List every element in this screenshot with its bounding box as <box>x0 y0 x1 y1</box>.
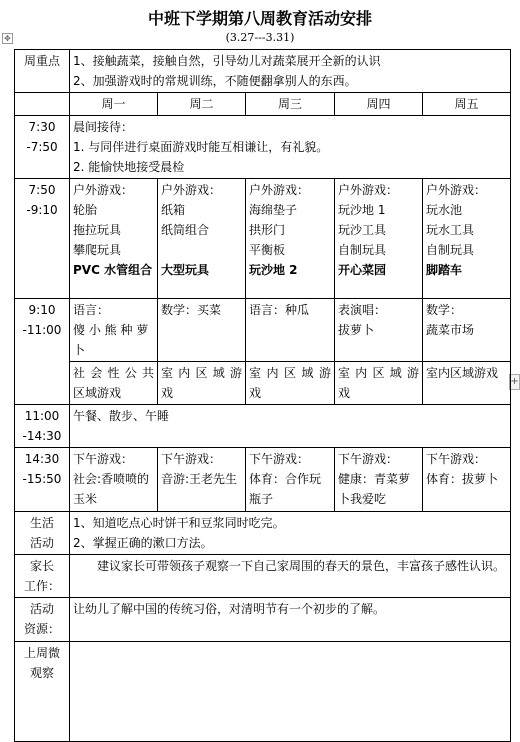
afternoon-line: 体育：拔萝卜 <box>426 472 499 486</box>
teaching-cell-wednesday <box>246 299 335 362</box>
teaching-cell-tuesday <box>158 299 246 362</box>
area-cell-friday: 室内区域游戏 <box>423 362 511 405</box>
outdoor-highlight: PVC 水管组合 <box>73 263 153 277</box>
outdoor-item: 轮胎 <box>73 203 98 217</box>
parents-label-line: 工作： <box>23 579 60 593</box>
observation-label-line: 观察 <box>29 666 54 680</box>
afternoon-cell-monday <box>70 448 158 512</box>
time-start: 7:50 <box>28 183 56 197</box>
teaching-line: 数学： <box>426 303 463 317</box>
afternoon-row <box>15 448 511 512</box>
time-end: -7:50 <box>26 140 58 154</box>
table-move-handle-icon[interactable]: ✥ <box>2 33 13 44</box>
life-item: 2、掌握正确的漱口方法。 <box>73 536 213 550</box>
time-start: 11:00 <box>24 409 60 423</box>
outdoor-cell-wednesday <box>246 179 335 299</box>
morning-row <box>15 116 511 179</box>
outdoor-row <box>15 179 511 299</box>
afternoon-line: 体育：合作玩瓶子 <box>249 472 322 506</box>
teaching-cell-monday <box>70 299 158 362</box>
focus-row <box>15 50 511 93</box>
life-label <box>15 512 70 555</box>
afternoon-line: 下午游戏： <box>73 452 134 466</box>
teaching-line: 拔萝卜 <box>338 323 375 337</box>
parents-row <box>15 555 511 598</box>
afternoon-cell-friday <box>423 448 511 512</box>
outdoor-highlight: 开心菜园 <box>338 263 387 277</box>
add-column-icon[interactable]: + <box>509 374 520 390</box>
resources-label <box>15 598 70 642</box>
area-cell-tuesday: 室 内 区 域 游 戏 <box>158 362 246 405</box>
teaching-time <box>15 299 70 405</box>
outdoor-cell-tuesday <box>158 179 246 299</box>
afternoon-line: 音游:王老先生 <box>161 472 238 486</box>
afternoon-time <box>15 448 70 512</box>
morning-time <box>15 116 70 179</box>
teaching-cell-thursday <box>335 299 423 362</box>
time-start: 9:10 <box>28 303 56 317</box>
outdoor-label: 户外游戏： <box>338 183 399 197</box>
teaching-line: 语言：种瓜 <box>249 303 310 317</box>
area-games-row <box>15 362 511 405</box>
parents-label <box>15 555 70 598</box>
outdoor-item: 纸箱 <box>161 203 186 217</box>
resources-row <box>15 598 511 642</box>
teaching-line: 傻 小 熊 种 萝 卜 <box>73 323 149 357</box>
resources-content: 让幼儿了解中国的传统习俗，对清明节有一个初步的了解。 <box>70 598 511 642</box>
outdoor-item: 玩沙地 1 <box>338 203 386 217</box>
outdoor-highlight: 脚踏车 <box>426 263 463 277</box>
afternoon-cell-tuesday <box>158 448 246 512</box>
outdoor-label: 户外游戏： <box>73 183 134 197</box>
time-end: -9:10 <box>26 203 58 217</box>
page-title: 中班下学期第八周教育活动安排 <box>147 9 372 28</box>
outdoor-cell-friday <box>423 179 511 299</box>
area-cell-wednesday: 室 内 区 域 游 戏 <box>246 362 335 405</box>
parents-content: 建议家长可带领孩子观察一下自己家周围的春天的景色，丰富孩子感性认识。 <box>70 555 511 598</box>
outdoor-item: 拖拉玩具 <box>73 223 122 237</box>
teaching-cell-friday <box>423 299 511 362</box>
teaching-line: 语言： <box>73 303 110 317</box>
schedule-table <box>14 49 511 742</box>
morning-content <box>70 116 511 179</box>
teaching-line: 数学：买菜 <box>161 303 222 317</box>
time-start: 7:30 <box>28 120 56 134</box>
time-end: -11:00 <box>22 323 62 337</box>
parents-label-line: 家长 <box>29 559 54 573</box>
outdoor-item: 纸筒组合 <box>161 223 210 237</box>
teaching-line: 蔬菜市场 <box>426 323 475 337</box>
afternoon-line: 社会:香喷喷的玉米 <box>73 472 150 506</box>
afternoon-cell-thursday <box>335 448 423 512</box>
outdoor-item: 玩水池 <box>426 203 463 217</box>
life-row <box>15 512 511 555</box>
day-header-row <box>15 93 511 116</box>
afternoon-line: 健康：青菜萝卜我爱吃 <box>338 472 411 506</box>
outdoor-item: 自制玩具 <box>338 243 387 257</box>
time-start: 14:30 <box>24 452 60 466</box>
day-friday: 周五 <box>423 93 511 116</box>
teaching-row <box>15 299 511 362</box>
outdoor-item: 玩沙工具 <box>338 223 387 237</box>
focus-item: 1、接触蔬菜，接触自然，引导幼儿对蔬菜展开全新的认识 <box>73 54 381 68</box>
outdoor-item: 攀爬玩具 <box>73 243 122 257</box>
life-label-line: 生活 <box>29 516 54 530</box>
time-end: -14:30 <box>22 429 62 443</box>
outdoor-highlight: 玩沙地 2 <box>249 263 298 277</box>
afternoon-line: 下午游戏： <box>161 452 222 466</box>
outdoor-item: 海绵垫子 <box>249 203 298 217</box>
outdoor-time <box>15 179 70 299</box>
resources-label-line: 资源： <box>23 622 60 636</box>
noon-time <box>15 405 70 448</box>
area-cell-monday: 社 会 性 公 共 区域游戏 <box>70 362 158 405</box>
morning-heading: 晨间接待： <box>73 120 134 134</box>
outdoor-item: 自制玩具 <box>426 243 475 257</box>
afternoon-line: 下午游戏： <box>426 452 487 466</box>
outdoor-cell-thursday <box>335 179 423 299</box>
life-content <box>70 512 511 555</box>
day-thursday: 周四 <box>335 93 423 116</box>
focus-label: 周重点 <box>15 50 70 93</box>
outdoor-item: 拱形门 <box>249 223 286 237</box>
outdoor-item: 平衡板 <box>249 243 286 257</box>
focus-content <box>70 50 511 93</box>
teaching-line: 表演唱： <box>338 303 387 317</box>
resources-label-line: 活动 <box>29 602 54 616</box>
day-wednesday: 周三 <box>246 93 335 116</box>
header-blank <box>15 93 70 116</box>
day-tuesday: 周二 <box>158 93 246 116</box>
day-monday: 周一 <box>70 93 158 116</box>
outdoor-cell-monday <box>70 179 158 299</box>
observation-label-line: 上周微 <box>23 646 60 660</box>
afternoon-line: 下午游戏： <box>249 452 310 466</box>
morning-item: 1. 与同伴进行桌面游戏时能互相谦让，有礼貌。 <box>73 140 329 154</box>
time-end: -15:50 <box>22 472 62 486</box>
afternoon-line: 下午游戏： <box>338 452 399 466</box>
outdoor-spacer <box>161 240 242 260</box>
noon-row <box>15 405 511 448</box>
outdoor-label: 户外游戏： <box>426 183 487 197</box>
outdoor-label: 户外游戏： <box>161 183 222 197</box>
afternoon-cell-wednesday <box>246 448 335 512</box>
noon-content: 午餐、散步、午睡 <box>70 405 511 448</box>
area-cell-thursday: 室 内 区 域 游 戏 <box>335 362 423 405</box>
outdoor-item: 玩水工具 <box>426 223 475 237</box>
outdoor-label: 户外游戏： <box>249 183 310 197</box>
morning-item: 2. 能愉快地接受晨检 <box>73 160 185 174</box>
focus-item: 2、加强游戏时的常规训练，不随便翻拿别人的东西。 <box>73 74 357 88</box>
life-item: 1、知道吃点心时饼干和豆浆同时吃完。 <box>73 516 285 530</box>
outdoor-highlight: 大型玩具 <box>161 263 210 277</box>
life-label-line: 活动 <box>29 536 54 550</box>
date-range: (3.27---3.31) <box>225 31 295 44</box>
